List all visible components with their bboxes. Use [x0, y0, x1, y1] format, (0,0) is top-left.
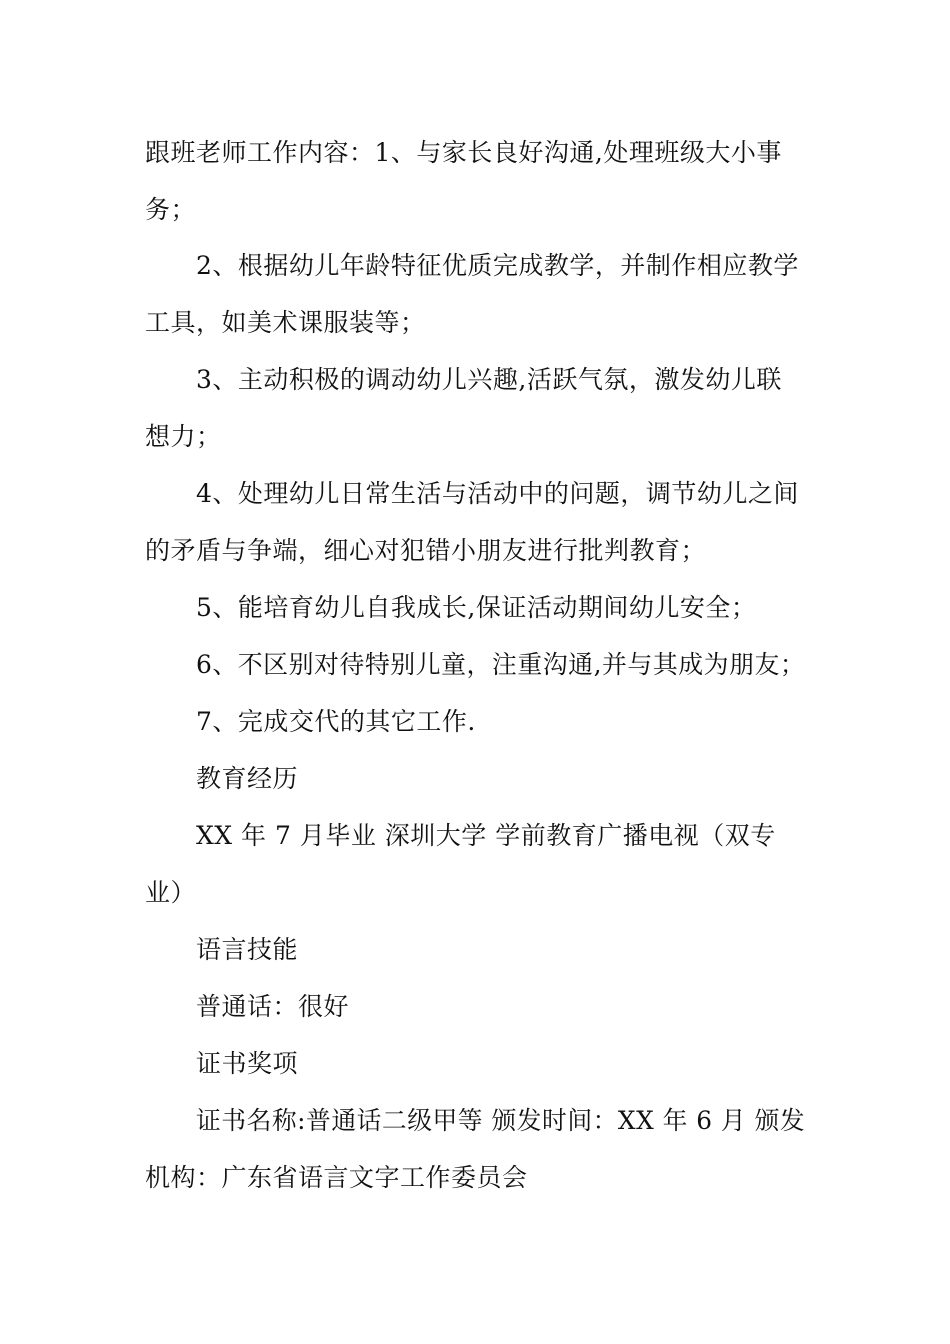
section-heading-language: 语言技能	[196, 935, 299, 964]
text-line: 想力；	[145, 422, 222, 451]
section-heading-certificates: 证书奖项	[196, 1049, 299, 1078]
text-line: 证书名称:普通话二级甲等 颁发时间：XX 年 6 月 颁发	[196, 1106, 806, 1135]
text-line: 务；	[145, 195, 197, 224]
text-line: 6、不区别对待特别儿童，注重沟通,并与其成为朋友；	[196, 650, 806, 679]
text-line: 4、处理幼儿日常生活与活动中的问题，调节幼儿之间	[196, 479, 799, 508]
text-line: 3、主动积极的调动幼儿兴趣,活跃气氛，激发幼儿联	[196, 365, 782, 394]
text-line: 工具，如美术课服装等；	[145, 308, 426, 337]
section-heading-education: 教育经历	[196, 764, 299, 793]
text-line: 普通话：很好	[196, 992, 350, 1021]
text-line: XX 年 7 月毕业 深圳大学 学前教育广播电视（双专	[196, 821, 776, 850]
text-line: 5、能培育幼儿自我成长,保证活动期间幼儿安全；	[196, 593, 757, 622]
text-line: 2、根据幼儿年龄特征优质完成教学，并制作相应教学	[196, 251, 799, 280]
text-line: 7、完成交代的其它工作.	[196, 707, 476, 736]
text-line: 跟班老师工作内容：1、与家长良好沟通,处理班级大小事	[145, 138, 782, 167]
text-line: 业）	[145, 878, 197, 907]
text-line: 的矛盾与争端，细心对犯错小朋友进行批判教育；	[145, 536, 707, 565]
text-line: 机构：广东省语言文字工作委员会	[145, 1163, 528, 1192]
